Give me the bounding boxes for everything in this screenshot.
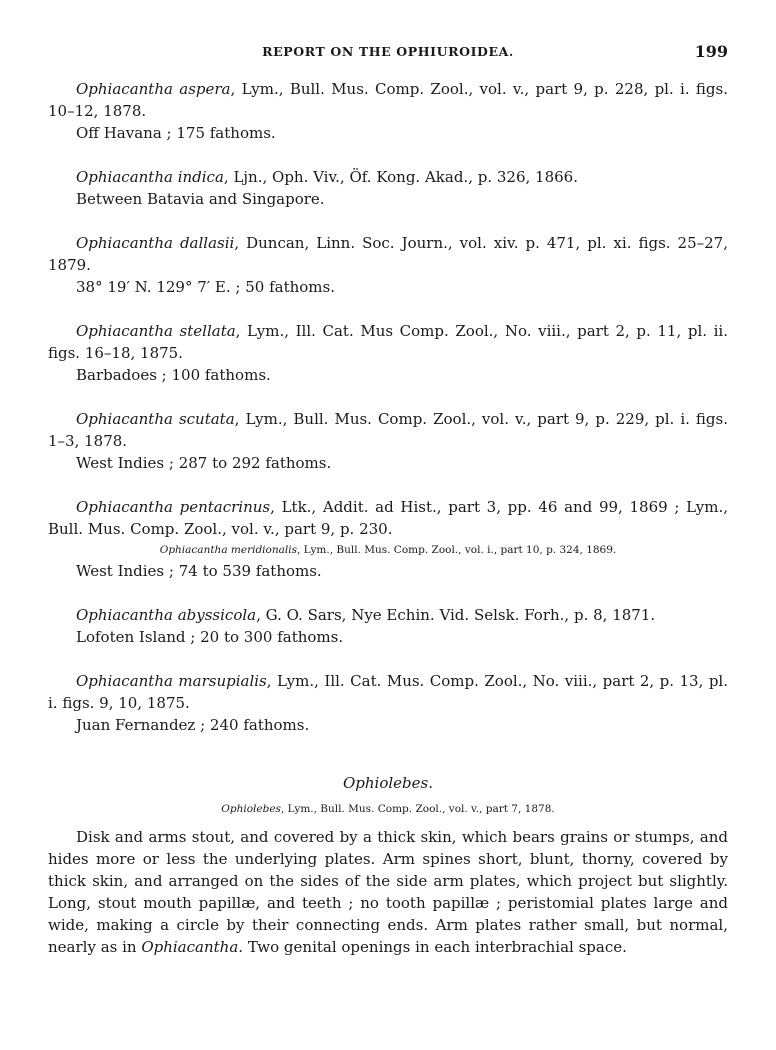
species-name: Ophiacantha indica bbox=[76, 168, 224, 186]
genus-description bbox=[48, 826, 728, 958]
species-entry bbox=[48, 232, 728, 298]
species-entry bbox=[48, 496, 728, 582]
species-citation bbox=[48, 496, 728, 540]
species-citation bbox=[48, 166, 728, 188]
description-italic: Ophiacantha. bbox=[141, 938, 244, 956]
species-citation bbox=[48, 78, 728, 122]
page-header bbox=[48, 44, 728, 64]
species-name: Ophiacantha dallasii bbox=[76, 234, 235, 252]
species-citation bbox=[48, 670, 728, 714]
citation-text: , Ljn., Oph. Viv., Öf. Kong. Akad., p. 326, 1866. bbox=[223, 168, 578, 186]
species-locality: Off Havana ; 175 fathoms. bbox=[76, 124, 276, 142]
species-entry bbox=[48, 166, 728, 210]
species-citation bbox=[48, 320, 728, 364]
species-name: Ophiacantha marsupialis bbox=[76, 672, 267, 690]
species-locality: Lofoten Island ; 20 to 300 fathoms. bbox=[76, 628, 344, 646]
species-locality: West Indies ; 74 to 539 fathoms. bbox=[76, 562, 322, 580]
species-locality: Juan Fernandez ; 240 fathoms. bbox=[76, 716, 310, 734]
species-name: Ophiacantha aspera bbox=[76, 80, 231, 98]
species-entry bbox=[48, 604, 728, 648]
synonym-text: , Lym., Bull. Mus. Comp. Zool., vol. i., part 10, p. 324, 1869. bbox=[297, 544, 617, 556]
species-locality: Between Batavia and Singapore. bbox=[76, 190, 325, 208]
genus-cite-name: Ophiolebes bbox=[221, 803, 281, 815]
species-name: Ophiacantha stellata bbox=[76, 322, 236, 340]
species-locality: 38° 19′ N. 129° 7′ E. ; 50 fathoms. bbox=[76, 278, 335, 296]
species-locality: West Indies ; 287 to 292 fathoms. bbox=[76, 454, 332, 472]
description-text: Disk and arms stout, and covered by a thick skin, which bears grains or stumps, and hides more or less the underlying plates. Arm spines short, blunt, thorny, covered by thick skin, and arranged on the sides of the side arm plates, which project but slightly. Long, stout mouth papillæ, and teeth ; no tooth papillæ ; peristomial plates large and wide, making a circle by their connecting ends. Arm plates rather small, but normal, nearly as in bbox=[48, 828, 728, 956]
species-name: Ophiacantha abyssicola bbox=[76, 606, 257, 624]
species-entry bbox=[48, 408, 728, 474]
main-content bbox=[48, 78, 728, 958]
species-entry bbox=[48, 670, 728, 736]
citation-text: , G. O. Sars, Nye Echin. Vid. Selsk. Forh., p. 8, 1871. bbox=[256, 606, 656, 624]
species-entry bbox=[48, 320, 728, 386]
species-entry bbox=[48, 78, 728, 144]
synonym-citation bbox=[48, 540, 728, 560]
page-number: 199 bbox=[694, 42, 728, 61]
genus-section bbox=[48, 772, 728, 958]
citation-text: , Duncan, Linn. Soc. Journ., vol. xiv. p. 471, pl. xi. figs. 25–27, 1879. bbox=[48, 234, 728, 274]
citation-text: , Lym., Bull. Mus. Comp. Zool., vol. v., part 9, p. 228, pl. i. figs. 10–12, 1878. bbox=[48, 80, 729, 120]
genus-cite-text: , Lym., Bull. Mus. Comp. Zool., vol. v., part 7, 1878. bbox=[280, 803, 555, 815]
citation-text: , Lym., Ill. Cat. Mus Comp. Zool., No. viii., part 2, p. 11, pl. ii. figs. 16–18, 1875. bbox=[48, 322, 728, 362]
species-citation bbox=[48, 232, 728, 276]
genus-title: Ophiolebes. bbox=[342, 774, 433, 792]
citation-text: , Lym., Ill. Cat. Mus. Comp. Zool., No. viii., part 2, p. 13, pl. i. figs. 9, 10, 1875. bbox=[48, 672, 728, 712]
synonym-name: Ophiacantha meridionalis bbox=[159, 544, 297, 556]
description-text-end: Two genital openings in each interbrachial space. bbox=[243, 938, 627, 956]
species-name: Ophiacantha pentacrinus bbox=[76, 498, 271, 516]
species-name: Ophiacantha scutata bbox=[76, 410, 235, 428]
species-citation bbox=[48, 604, 728, 626]
running-head: REPORT ON THE OPHIUROIDEA. bbox=[262, 44, 514, 59]
citation-text: , Lym., Bull. Mus. Comp. Zool., vol. v., part 9, p. 229, pl. i. figs. 1–3, 1878. bbox=[48, 410, 728, 450]
citation-text: , Ltk., Addit. ad Hist., part 3, pp. 46 and 99, 1869 ; Lym., Bull. Mus. Comp. Zool., vol. v., part 9, p. 230. bbox=[48, 498, 729, 538]
genus-citation bbox=[48, 800, 728, 818]
species-citation bbox=[48, 408, 728, 452]
species-locality: Barbadoes ; 100 fathoms. bbox=[76, 366, 271, 384]
